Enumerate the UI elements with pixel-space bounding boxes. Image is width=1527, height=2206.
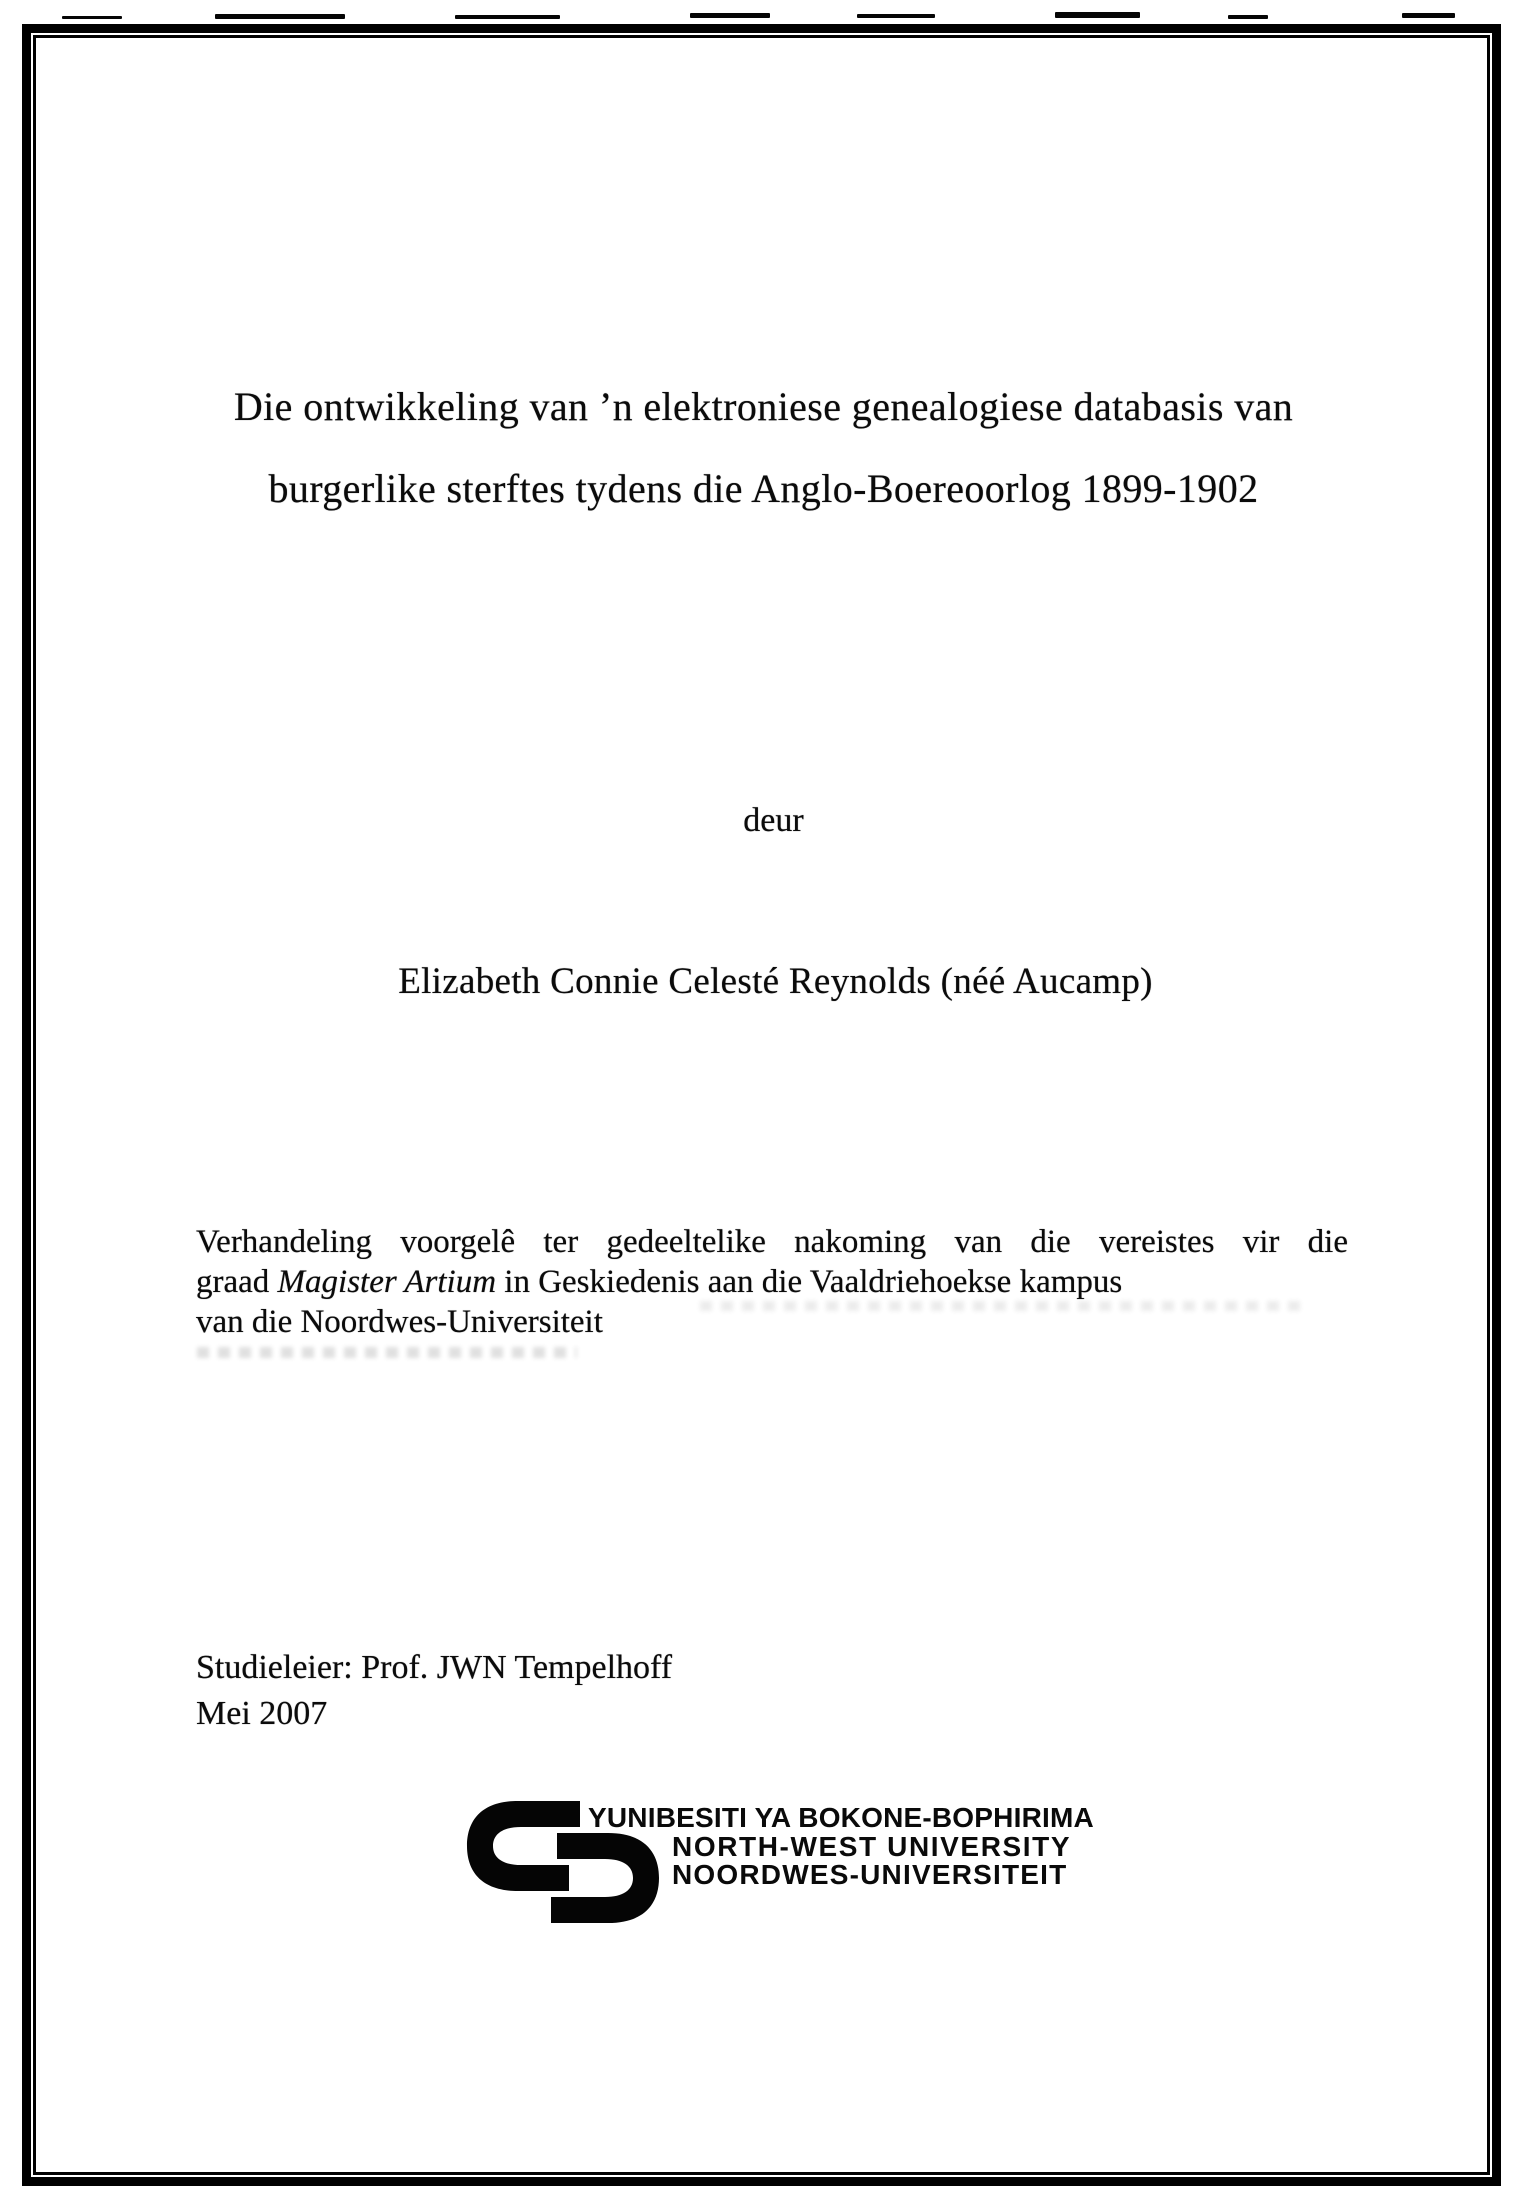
thesis-title [60, 383, 1467, 513]
supervisor-line: Studieleier: Prof. JWN Tempelhoff [196, 1649, 673, 1686]
thesis-title-line1: Die ontwikkeling van ’n elektroniese genealogiese databasis van [233, 384, 1294, 429]
scan-artifact [1402, 13, 1455, 18]
scan-artifact [690, 13, 770, 18]
degree-statement-line2 [196, 1262, 1348, 1302]
degree-name-italic: Magister Artium [277, 1264, 497, 1300]
degree-statement-line1: Verhandeling voorgelê ter gedeeltelike nakoming van die vereistes vir die [196, 1224, 1348, 1260]
logo-text-english: NORTH-WEST UNIVERSITY [672, 1831, 1072, 1862]
byline-deur: deur [743, 802, 804, 839]
author-name: Elizabeth Connie Celesté Reynolds (néé Aucamp) [398, 961, 1153, 1002]
thesis-title-line2: burgerlike sterftes tydens die Anglo-Boereoorlog 1899-1902 [268, 466, 1259, 511]
scan-artifact [1055, 12, 1140, 18]
logo-text-setswana: YUNIBESITI YA BOKONE-BOPHIRIMA [588, 1802, 1094, 1833]
scan-artifact [1228, 15, 1268, 19]
scan-artifact [455, 15, 560, 19]
degree-statement-line3: van die Noordwes-Universiteit [196, 1304, 603, 1340]
degree-statement-line2-suffix: in Geskiedenis aan die Vaaldriehoekse kampus [496, 1264, 1123, 1300]
logo-text-afrikaans: NOORDWES-UNIVERSITEIT [672, 1859, 1068, 1890]
scan-artifact [857, 14, 935, 18]
degree-statement [196, 1222, 1348, 1342]
supervisor-block [196, 1645, 672, 1737]
scan-artifact [215, 14, 345, 19]
date-line: Mei 2007 [196, 1695, 328, 1732]
scan-artifact [62, 16, 122, 19]
degree-statement-line2-prefix: graad [196, 1264, 278, 1300]
